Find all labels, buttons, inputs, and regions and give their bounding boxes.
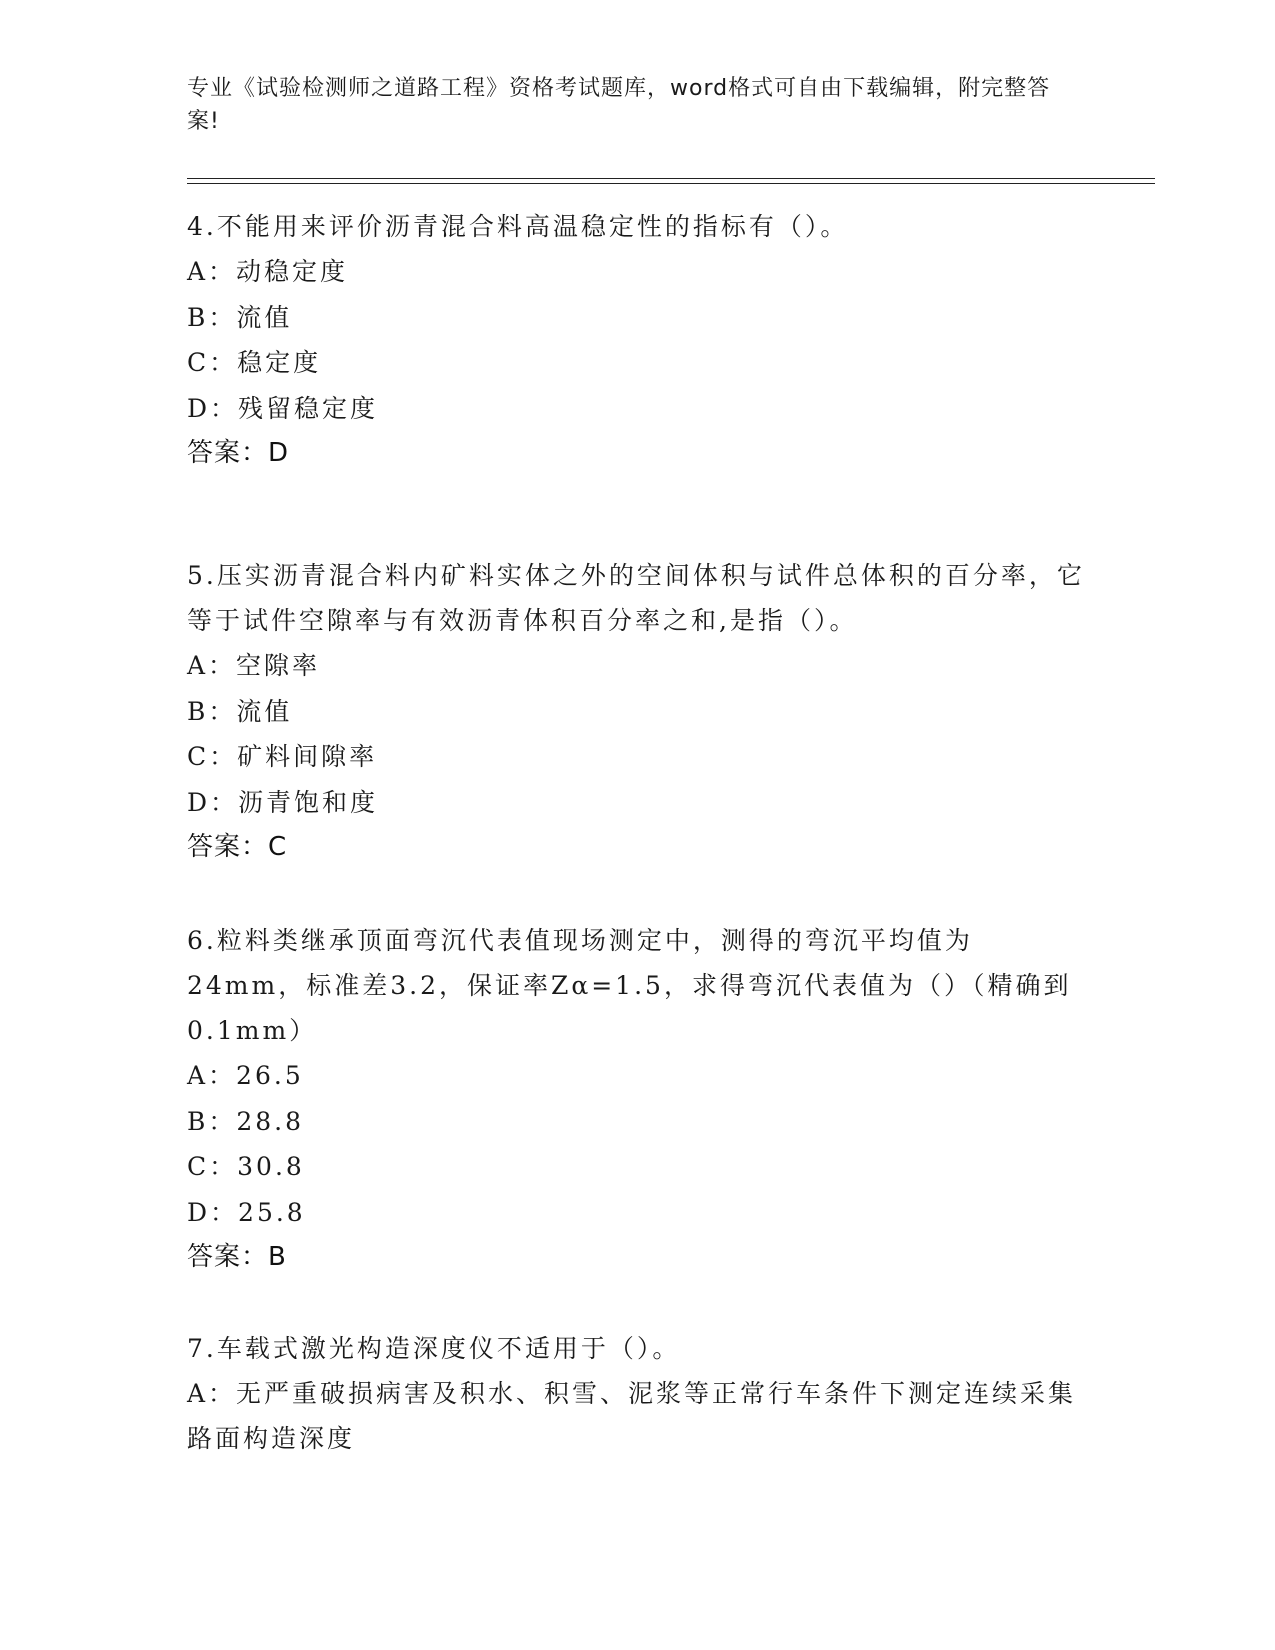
header-divider-top	[187, 178, 1155, 179]
answer-label: 答案：B	[187, 1242, 287, 1272]
option-d: D：沥青饱和度	[187, 787, 379, 817]
option-a: A：26.5	[187, 1061, 304, 1090]
option-a: A：动稳定度	[187, 257, 349, 286]
question-5	[187, 553, 1087, 870]
answer-label: 答案：D	[187, 438, 290, 468]
option-b: B：流值	[187, 302, 293, 332]
option-c: C：矿料间隙率	[187, 742, 378, 771]
option-c: C：稳定度	[187, 348, 322, 377]
header-divider-bottom	[187, 183, 1155, 184]
option-d: D：残留稳定度	[187, 393, 379, 423]
option-a: A：空隙率	[187, 651, 321, 680]
question-stem: 4.不能用来评价沥青混合料高温稳定性的指标有（）。	[187, 212, 849, 241]
question-stem: 6.粒料类继承顶面弯沉代表值现场测定中，测得的弯沉平均值为24mm，标准差3.2，保证率Zα=1.5，求得弯沉代表值为（）（精确到0.1mm）	[187, 926, 1072, 1045]
answer-label: 答案：C	[187, 832, 288, 862]
option-c: C：30.8	[187, 1152, 305, 1181]
document-intro: 专业《试验检测师之道路工程》资格考试题库，word格式可自由下载编辑，附完整答案!	[187, 76, 1051, 134]
question-7	[187, 1326, 1087, 1461]
question-6	[187, 918, 1087, 1280]
option-d: D：25.8	[187, 1197, 306, 1227]
question-4	[187, 204, 1087, 476]
option-a: A：无严重破损病害及积水、积雪、泥浆等正常行车条件下测定连续采集路面构造深度	[187, 1379, 1077, 1453]
option-b: B：28.8	[187, 1106, 305, 1136]
question-stem: 5.压实沥青混合料内矿料实体之外的空间体积与试件总体积的百分率，它等于试件空隙率与有效沥青体积百分率之和,是指（）。	[187, 561, 1085, 635]
question-stem: 7.车载式激光构造深度仪不适用于（）。	[187, 1334, 681, 1363]
option-b: B：流值	[187, 696, 293, 726]
